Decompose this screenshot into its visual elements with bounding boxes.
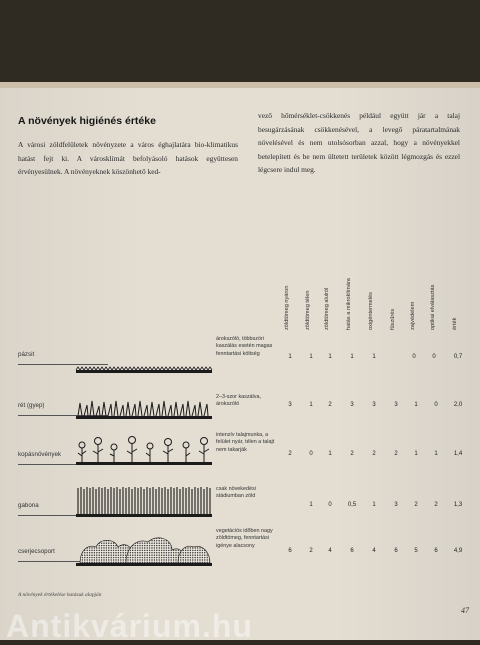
column-header: oxigéntermelés xyxy=(368,292,374,330)
paragraph-left: A városi zöldfelületek növényzete a város éghajlatára bio-klimatikus hatást fejt ki. A városklímát befolyásoló hatások együttesen érvényesülnek. A növényeknek köszönhető ked- xyxy=(18,140,238,177)
row-label: pázsit xyxy=(18,351,35,358)
row-value: 0 xyxy=(434,402,438,408)
figure-caption: A növények értékelése hatásuk alapján xyxy=(18,592,102,598)
row-value: 3 xyxy=(394,402,398,408)
row-label: gabona xyxy=(18,502,39,509)
row-value: 1 xyxy=(434,451,438,457)
row-value: 0,7 xyxy=(453,354,463,360)
page-number: 47 xyxy=(461,606,469,615)
row-value: 3 xyxy=(372,402,376,408)
row-value: 1 xyxy=(288,354,292,360)
row-value: 6 xyxy=(288,548,292,554)
column-header: hatás a mikroklímára xyxy=(346,278,352,330)
column-header: zöldtömeg télen xyxy=(305,290,311,330)
row-label: kopásnövények xyxy=(18,451,61,458)
grain-illustration xyxy=(74,482,214,520)
row-value: 5 xyxy=(414,548,418,554)
row-value: 2 xyxy=(434,502,438,508)
row-description: vegetációs időben nagy zöldtömeg, fenntartási igénye alacsony xyxy=(216,528,273,549)
column-header: zajvédelem xyxy=(410,301,416,330)
section-heading: A növények higiénés értéke xyxy=(18,115,156,127)
row-value: 2 xyxy=(350,451,354,457)
row-value: 1 xyxy=(309,354,313,360)
row-value: 2 xyxy=(394,451,398,457)
row-value: 0 xyxy=(412,354,416,360)
row-description: intenzív talajmunka, a felület nyár, télen a talajt nem takarják xyxy=(216,432,275,453)
row-value: 0 xyxy=(309,451,313,457)
row-value: 1 xyxy=(309,402,313,408)
row-value: 1 xyxy=(328,354,332,360)
row-label: cserjecsoport xyxy=(18,548,55,555)
row-value: 6 xyxy=(434,548,438,554)
row-description: csak növekedési stádiumban zöld xyxy=(216,486,256,500)
column-header: zöldtömeg alulról xyxy=(324,287,330,330)
row-value: 1 xyxy=(414,451,418,457)
watermark: Antikvárium.hu xyxy=(6,608,253,644)
row-description: árokszóló, többszöri kaszálás esetén magas fenntartási költség xyxy=(216,336,273,357)
row-value: 1 xyxy=(328,451,332,457)
row-value: 0 xyxy=(328,502,332,508)
row-value: 1 xyxy=(372,502,376,508)
row-value: 6 xyxy=(394,548,398,554)
row-value: 0,5 xyxy=(347,502,357,508)
row-value: 1 xyxy=(414,402,418,408)
row-value: 3 xyxy=(394,502,398,508)
lawn-illustration xyxy=(74,340,214,378)
row-value: 0 xyxy=(432,354,436,360)
column-header: zöldtömeg nyáron xyxy=(284,285,290,330)
bedding-plants-illustration xyxy=(74,430,214,468)
row-value: 2 xyxy=(372,451,376,457)
row-value: 4,9 xyxy=(453,548,463,554)
row-description: 2–3-szor kaszálva, árokszóló xyxy=(216,394,261,408)
row-value: 1 xyxy=(350,354,354,360)
row-value: 1 xyxy=(372,354,376,360)
row-value: 2 xyxy=(288,451,292,457)
row-label: rét (gyep) xyxy=(18,402,45,409)
column-header: érték xyxy=(452,317,458,330)
row-value: 1 xyxy=(309,502,313,508)
row-value: 6 xyxy=(350,548,354,554)
row-value: 2 xyxy=(328,402,332,408)
row-value: 4 xyxy=(372,548,376,554)
row-value: 3 xyxy=(288,402,292,408)
row-value: 3 xyxy=(350,402,354,408)
meadow-illustration xyxy=(74,385,214,423)
column-header: optikai elválasztás xyxy=(430,284,436,330)
column-header: fűszűrés xyxy=(390,308,396,330)
row-value: 1,3 xyxy=(453,502,463,508)
row-value: 1,4 xyxy=(453,451,463,457)
shrub-group-illustration xyxy=(74,530,214,568)
row-value: 2 xyxy=(309,548,313,554)
paragraph-right: vező hőmérséklet-csökkenés például együtt jár a talaj besugárzásának csökkenésével, a levegő páratartalmának növelésével és nem utolsósorban azzal, hogy a növényekkel betelepített és be nem ültetett területek között légmozgás és ezzel légcsere indul meg. xyxy=(258,111,460,175)
row-value: 2,0 xyxy=(453,402,463,408)
row-value: 2 xyxy=(414,502,418,508)
row-value: 4 xyxy=(328,548,332,554)
